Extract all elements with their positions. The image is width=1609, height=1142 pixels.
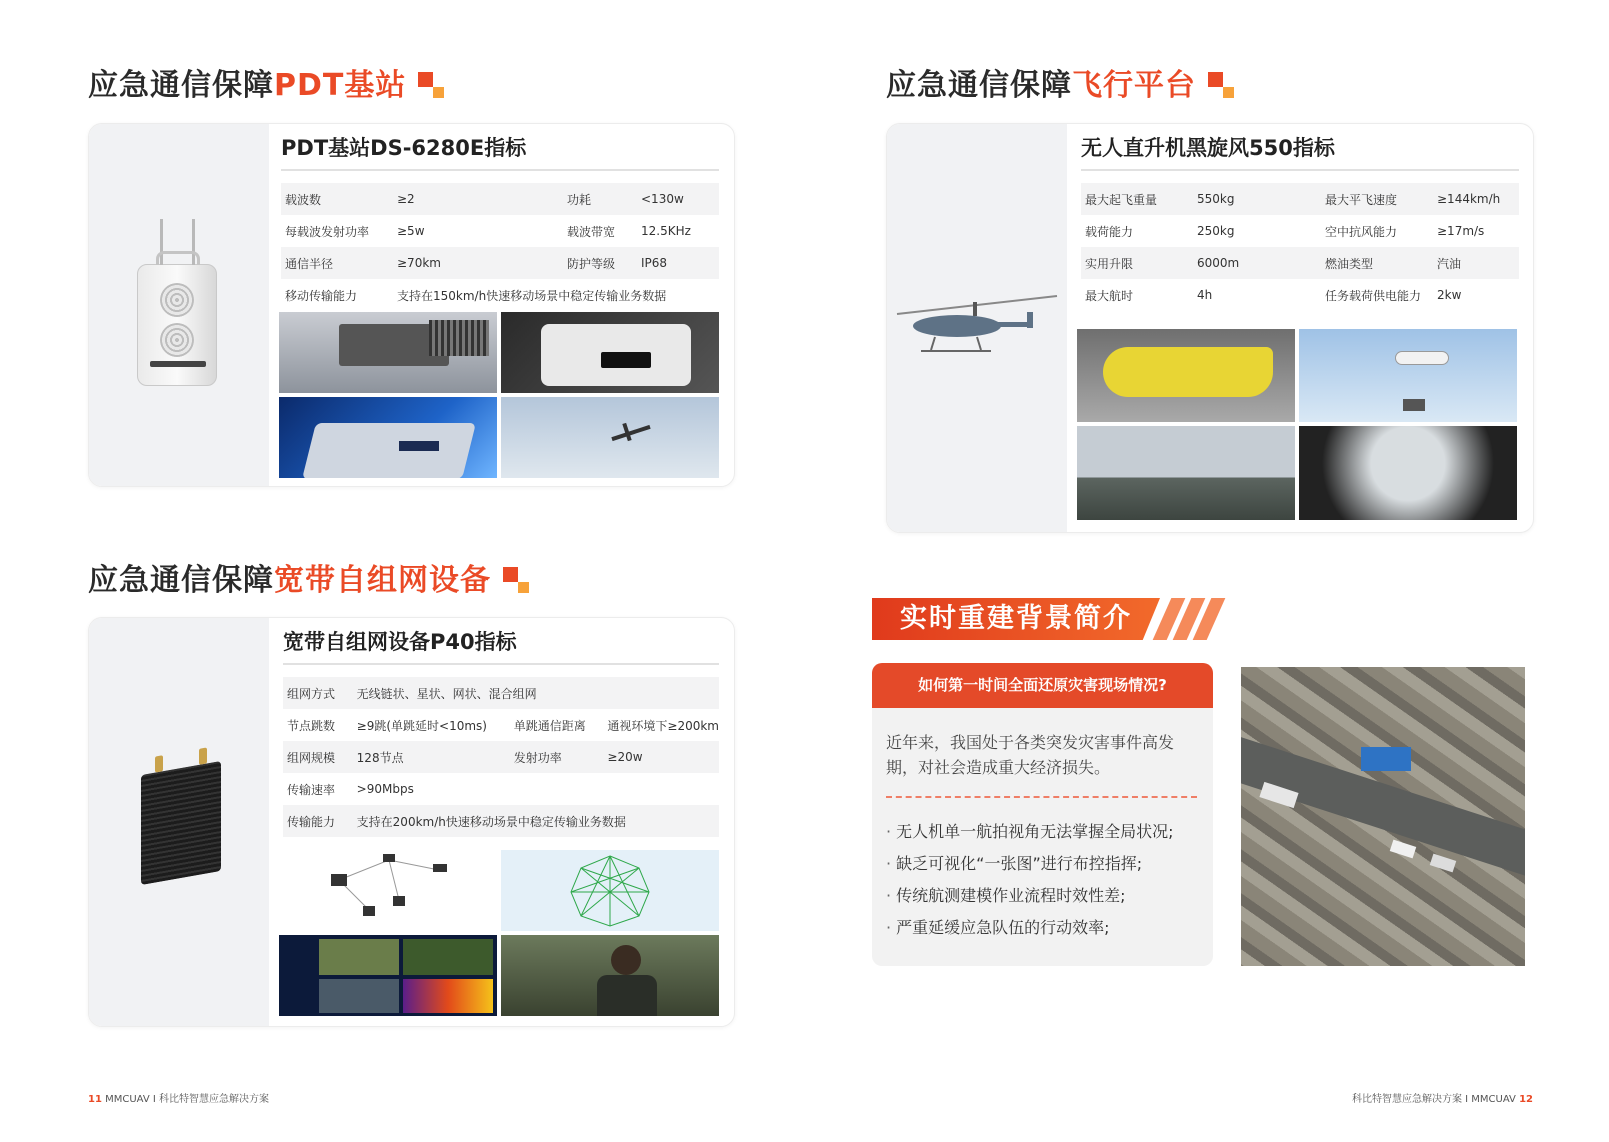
fan-vent <box>160 283 194 317</box>
table-row <box>281 279 719 311</box>
spec-label: 载波带宽 <box>567 224 616 239</box>
photo-mesh-topology <box>501 850 719 931</box>
photo-forest-rescue <box>1299 426 1517 520</box>
heli-spec-card <box>886 123 1534 533</box>
title-accent: PDT基站 <box>274 68 407 103</box>
antenna-connector <box>155 755 163 772</box>
disaster-aerial-photo <box>1241 667 1525 966</box>
list-item: · 缺乏可视化“一张图”进行布控指挥; <box>886 848 1197 880</box>
spec-value: 6000m <box>1193 247 1321 279</box>
table-row <box>283 677 719 709</box>
heli-product-panel <box>887 124 1067 532</box>
network-diagram-drawing <box>279 850 497 931</box>
spec-value: 4h <box>1197 288 1213 302</box>
pdt-spec-card <box>88 123 735 487</box>
spec-table <box>1081 183 1519 311</box>
spec-label: 组网规模 <box>283 741 353 773</box>
spec-label: 组网方式 <box>283 677 353 709</box>
table-row <box>1081 215 1519 247</box>
spec-label: 每载波发射功率 <box>285 224 370 239</box>
problem-list <box>886 816 1197 944</box>
spec-heading: 宽带自组网设备P40指标 <box>283 626 719 665</box>
spec-label: 燃油类型 <box>1321 247 1433 279</box>
indicator-bar <box>150 361 206 367</box>
spec-label: 节点跳数 <box>287 718 336 733</box>
spec-value: 无线链状、星状、网状、混合组网 <box>353 677 719 709</box>
spec-label: 单跳通信距离 <box>513 718 586 733</box>
photo-device-closeup <box>501 312 719 393</box>
photo-device-lightning <box>279 397 497 478</box>
spec-value: 通视环境下≥200km <box>607 718 719 733</box>
spec-value: 12.5KHz <box>641 224 691 238</box>
table-row <box>281 247 719 279</box>
page-number: 11 <box>88 1094 102 1105</box>
spec-value: ≥9跳(单跳延时<10ms) <box>356 718 487 733</box>
spec-value: 汽油 <box>1433 247 1519 279</box>
footer-left <box>88 1090 269 1105</box>
spec-heading: PDT基站DS-6280E指标 <box>281 132 719 171</box>
photo-vehicle-mount <box>279 312 497 393</box>
footer-text: MMCUAV I 科比特智慧应急解决方案 <box>105 1094 270 1105</box>
spec-value: 128节点 <box>353 741 510 773</box>
photo-field-operator <box>501 935 719 1016</box>
square-mark-icon <box>503 567 529 593</box>
spec-heading: 无人直升机黑旋风550指标 <box>1081 132 1519 171</box>
spec-value: ≥70km <box>393 247 563 279</box>
pdt-product-panel <box>89 124 269 486</box>
spec-label: 最大平飞速度 <box>1321 183 1433 215</box>
page-number: 12 <box>1519 1094 1533 1105</box>
p40-product-panel <box>89 618 269 1026</box>
intro-text: 近年来，我国处于各类突发灾害事件高发期，对社会造成重大经济损失。 <box>886 733 1175 777</box>
table-row <box>283 741 719 773</box>
helicopter-image <box>887 284 1067 404</box>
spec-label: 最大起飞重量 <box>1081 183 1193 215</box>
heli-photo-grid <box>1077 329 1517 522</box>
spec-value: ≥144km/h <box>1433 183 1519 215</box>
title-main: 应急通信保障 <box>88 68 274 103</box>
section-title-adhoc <box>88 555 529 599</box>
section-title-flight <box>886 60 1234 104</box>
table-row <box>283 709 719 741</box>
fan-vent <box>160 323 194 357</box>
title-accent: 宽带自组网设备 <box>274 563 491 598</box>
list-item: · 传统航测建模作业流程时效性差; <box>886 880 1197 912</box>
footer-text: 科比特智慧应急解决方案 I MMCUAV <box>1351 1094 1516 1105</box>
photo-heli-hangar <box>1077 329 1295 422</box>
spec-table <box>283 677 719 837</box>
spec-label: 移动传输能力 <box>285 288 358 303</box>
spec-label: 空中抗风能力 <box>1325 224 1398 239</box>
spec-value: 2kw <box>1437 288 1462 302</box>
spec-value: IP68 <box>637 247 719 279</box>
spec-label: 实用升限 <box>1081 247 1193 279</box>
table-row <box>281 183 719 215</box>
section-title-pdt <box>88 60 444 104</box>
pdt-photo-grid <box>279 312 719 478</box>
spec-label: 载荷能力 <box>1085 224 1134 239</box>
spec-label: 发射功率 <box>510 741 604 773</box>
antenna-connector <box>199 747 207 764</box>
spec-value: 250kg <box>1197 224 1235 238</box>
spec-value: >90Mbps <box>356 782 414 796</box>
spec-table <box>281 183 719 311</box>
p40-device-image <box>141 761 221 885</box>
p40-photo-grid <box>279 850 719 1016</box>
list-item: · 无人机单一航拍视角无法掌握全局状况; <box>886 816 1197 848</box>
title-main: 应急通信保障 <box>886 68 1072 103</box>
banner-title: 实时重建背景简介 <box>900 603 1132 634</box>
square-mark-icon <box>418 72 444 98</box>
background-info-box <box>872 708 1213 966</box>
title-main: 应急通信保障 <box>88 563 274 598</box>
spec-label: 最大航时 <box>1085 288 1134 303</box>
footer-right <box>1352 1090 1533 1105</box>
title-accent: 飞行平台 <box>1072 68 1196 103</box>
table-row <box>283 805 719 837</box>
spec-value: 支持在150km/h快速移动场景中稳定传输业务数据 <box>397 288 667 303</box>
spec-value: ≥5w <box>397 224 425 238</box>
spec-value: 支持在200km/h快速移动场景中稳定传输业务数据 <box>353 805 719 837</box>
photo-network-diagram <box>279 850 497 931</box>
photo-heli-airdrop <box>1299 329 1517 422</box>
spec-value: 550kg <box>1193 183 1321 215</box>
table-row <box>281 215 719 247</box>
table-row <box>1081 279 1519 311</box>
table-row <box>1081 183 1519 215</box>
spec-value: ≥17m/s <box>1437 224 1485 238</box>
square-mark-icon <box>1208 72 1234 98</box>
handle <box>156 251 200 265</box>
question-header: 如何第一时间全面还原灾害现场情况? <box>872 663 1213 708</box>
p40-spec-card <box>88 617 735 1027</box>
spec-label: 通信半径 <box>281 247 393 279</box>
table-row <box>1081 247 1519 279</box>
list-item: · 严重延缓应急队伍的行动效率; <box>886 912 1197 944</box>
spec-label: 防护等级 <box>563 247 637 279</box>
spec-label: 传输速率 <box>287 782 336 797</box>
spec-label: 任务载荷供电能力 <box>1325 288 1422 303</box>
photo-command-screen <box>279 935 497 1016</box>
photo-uav-sky <box>501 397 719 478</box>
spec-value: <130w <box>637 183 719 215</box>
dashed-divider <box>886 796 1197 798</box>
spec-value: ≥2 <box>393 183 563 215</box>
spec-label: 功耗 <box>563 183 637 215</box>
spec-label: 载波数 <box>281 183 393 215</box>
table-row <box>283 773 719 805</box>
pdt-base-station-image <box>137 264 217 386</box>
mesh-topology-drawing <box>501 850 719 931</box>
photo-mountain-flight <box>1077 426 1295 520</box>
spec-value: ≥20w <box>603 741 719 773</box>
spec-label: 传输能力 <box>283 805 353 837</box>
